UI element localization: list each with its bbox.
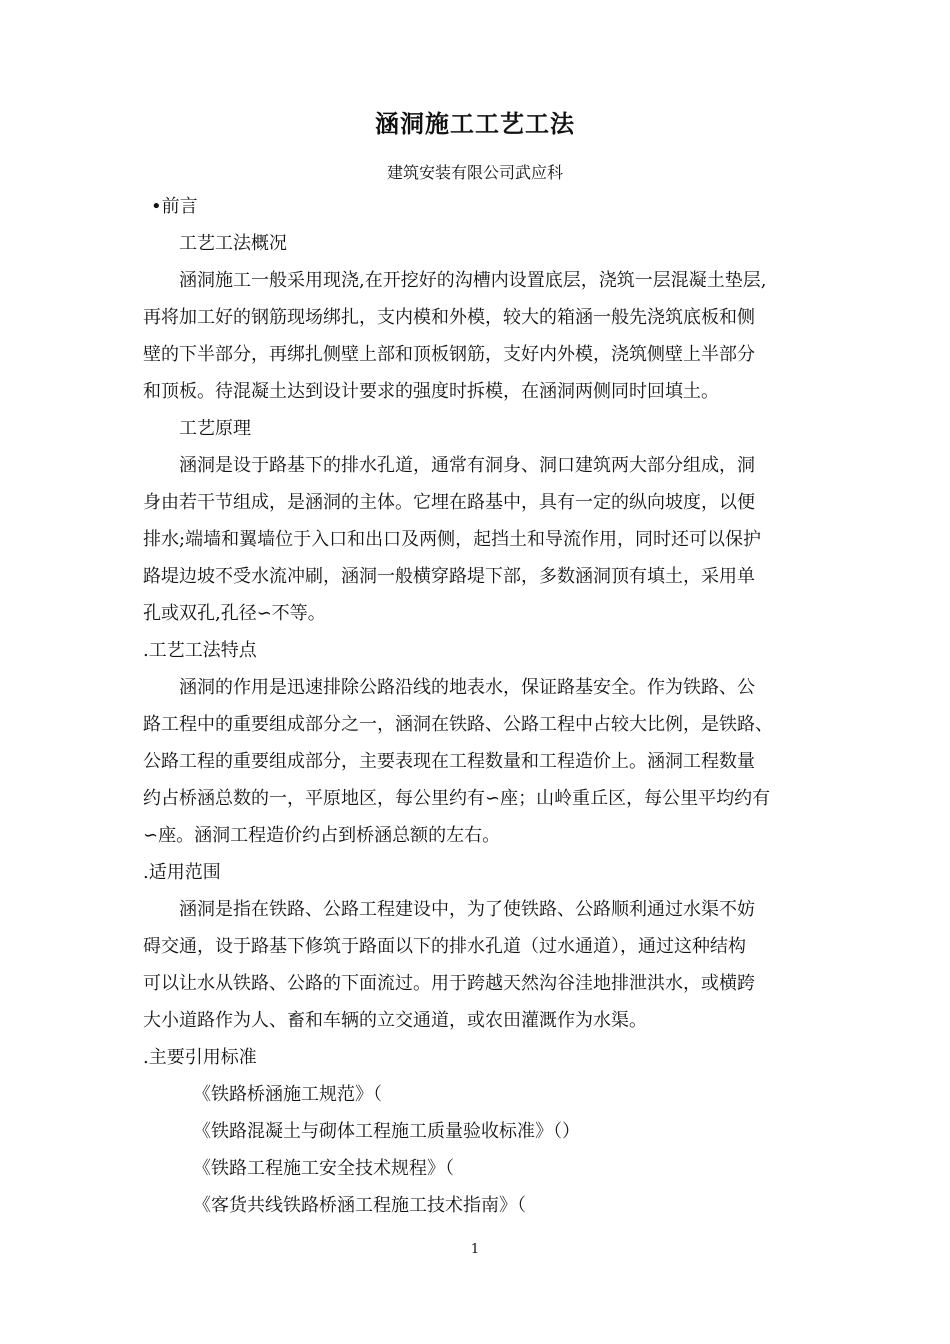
section-heading: .主要引用标准 (143, 1047, 257, 1068)
section-heading: 工艺工法概况 (179, 233, 287, 254)
paragraph-line: 约占桥涵总数的一，平原地区，每公里约有∽座；山岭重丘区，每公里平均约有 (143, 788, 771, 809)
section-heading: 工艺原理 (179, 418, 251, 439)
paragraph-line: 路堤边坡不受水流冲刷，涵洞一般横穿路堤下部，多数涵洞顶有填土，采用单 (143, 566, 755, 587)
paragraph-line: 身由若干节组成，是涵洞的主体。它埋在路基中，具有一定的纵向坡度，以便 (143, 492, 755, 513)
paragraph-line: 涵洞是设于路基下的排水孔道，通常有洞身、洞口建筑两大部分组成，洞 (179, 455, 755, 476)
paragraph-line: 路工程中的重要组成部分之一，涵洞在铁路、公路工程中占较大比例，是铁路、 (143, 714, 773, 735)
section-heading: .工艺工法特点 (143, 640, 257, 661)
paragraph-line: 涵洞的作用是迅速排除公路沿线的地表水，保证路基安全。作为铁路、公 (179, 677, 755, 698)
reference-item: 《铁路桥涵施工规范》（ (193, 1084, 382, 1105)
section-heading: .适用范围 (143, 862, 221, 883)
page-number: 1 (470, 1242, 480, 1257)
reference-item: 《客货共线铁路桥涵工程施工技术指南》（ (193, 1195, 526, 1216)
paragraph-line: 排水;端墙和翼墙位于入口和出口及两侧，起挡土和导流作用，同时还可以保护 (143, 529, 762, 550)
paragraph-line: 可以让水从铁路、公路的下面流过。用于跨越天然沟谷洼地排泄洪水，或横跨 (143, 973, 755, 994)
paragraph-line: 孔或双孔,孔径∽不等。 (143, 603, 326, 624)
document-body (143, 188, 813, 1224)
reference-item: 《铁路混凝土与砌体工程施工质量验收标准》（） (193, 1121, 580, 1142)
document-author: 建筑安装有限公司武应科 (386, 163, 563, 182)
paragraph-line: 涵洞是指在铁路、公路工程建设中，为了使铁路、公路顺利通过水渠不妨 (179, 899, 755, 920)
reference-item: 《铁路工程施工安全技术规程》（ (193, 1158, 454, 1179)
document-title: 涵洞施工工艺工法 (375, 110, 575, 138)
paragraph-line: 再将加工好的钢筋现场绑扎，支内模和外模，较大的箱涵一般先浇筑底板和侧 (143, 307, 755, 328)
paragraph-line: 涵洞施工一般采用现浇,在开挖好的沟槽内设置底层，浇筑一层混凝土垫层, (179, 270, 767, 291)
paragraph-line: ∽座。涵洞工程造价约占到桥涵总额的左右。 (143, 825, 501, 846)
paragraph-line: 壁的下半部分，再绑扎侧壁上部和顶板钢筋，支好内外模，浇筑侧壁上半部分 (143, 344, 755, 365)
paragraph-line: 碍交通，设于路基下修筑于路面以下的排水孔道（过水通道），通过这种结构 (143, 936, 746, 957)
paragraph-line: 大小道路作为人、畜和车辆的立交通道，或农田灌溉作为水渠。 (143, 1010, 647, 1031)
section-heading: •前言 (151, 196, 198, 217)
paragraph-line: 公路工程的重要组成部分，主要表现在工程数量和工程造价上。涵洞工程数量 (143, 751, 755, 772)
paragraph-line: 和顶板。待混凝土达到设计要求的强度时拆模，在涵洞两侧同时回填土。 (143, 381, 719, 402)
